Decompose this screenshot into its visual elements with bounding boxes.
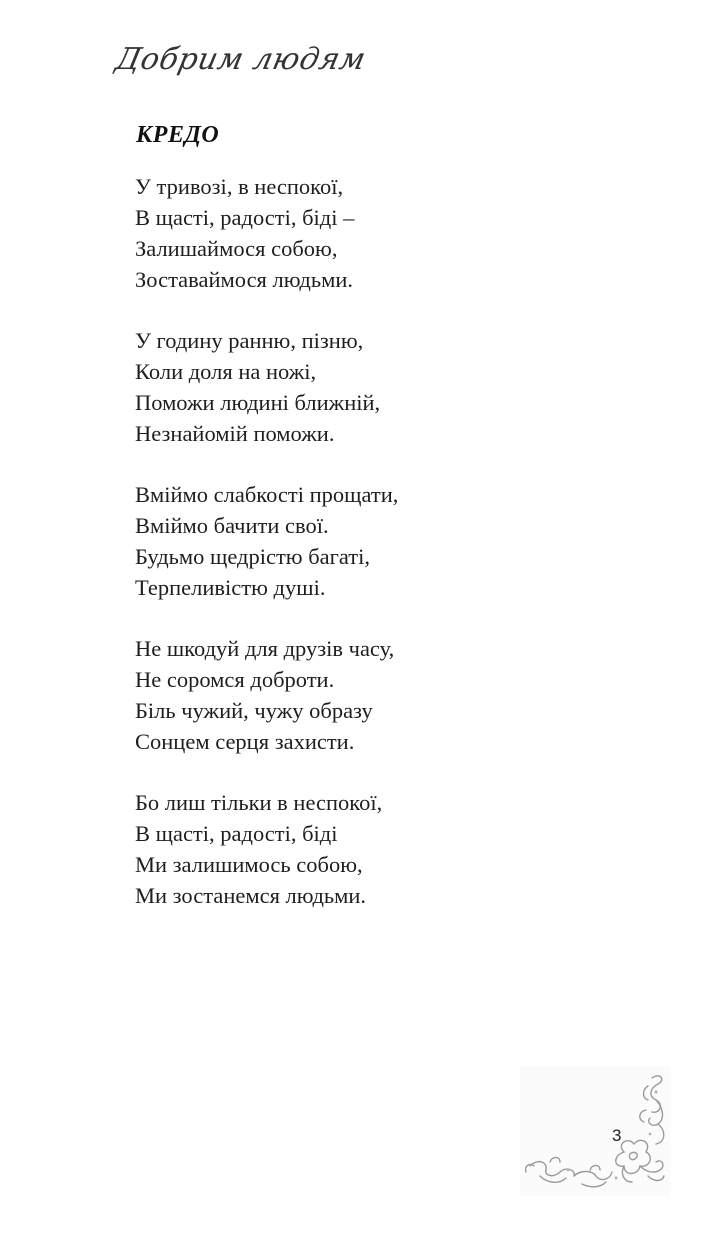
- poem-title: КРЕДО: [136, 122, 220, 148]
- poem-line: В щасті, радості, біді –: [135, 205, 355, 230]
- poem-line: Не соромся доброти.: [135, 667, 335, 692]
- poem-line: Залишаймося собою,: [135, 236, 338, 261]
- poem-line: Будьмо щедрістю багаті,: [135, 544, 371, 569]
- poem-line: Поможи людині ближній,: [135, 390, 381, 415]
- page-number: 3: [612, 1126, 622, 1145]
- poem-line: Ми зостанемся людьми.: [135, 883, 367, 908]
- poem-line: Терпеливістю душі.: [135, 575, 326, 600]
- stanza: [135, 633, 595, 757]
- stanza: [135, 479, 595, 603]
- poem-line: Вміймо бачити свої.: [135, 513, 329, 538]
- poem-line: Ми залишимось собою,: [135, 852, 363, 877]
- floral-corner-ornament-icon: [520, 1066, 670, 1196]
- poem-line: Не шкодуй для друзів часу,: [135, 636, 395, 661]
- poem-line: У тривозі, в неспокої,: [135, 174, 344, 199]
- poem-line: Сонцем серця захисти.: [135, 729, 355, 754]
- stanza: [135, 325, 595, 449]
- poem-line: Вміймо слабкості прощати,: [135, 482, 399, 507]
- poem-line: В щасті, радості, біді: [135, 821, 338, 846]
- poem-line: Біль чужий, чужу образу: [135, 698, 373, 723]
- poem-line: Коли доля на ножі,: [135, 359, 317, 384]
- stanza: [135, 171, 595, 295]
- poem-line: Бо лиш тільки в неспокої,: [135, 790, 383, 815]
- poem-line: Незнайомій поможи.: [135, 421, 335, 446]
- running-head: Добрим людям: [112, 42, 369, 77]
- poem-line: Зоставаймося людьми.: [135, 267, 354, 292]
- poem-body: [135, 171, 595, 941]
- poem-line: У годину ранню, пізню,: [135, 328, 364, 353]
- stanza: [135, 787, 595, 911]
